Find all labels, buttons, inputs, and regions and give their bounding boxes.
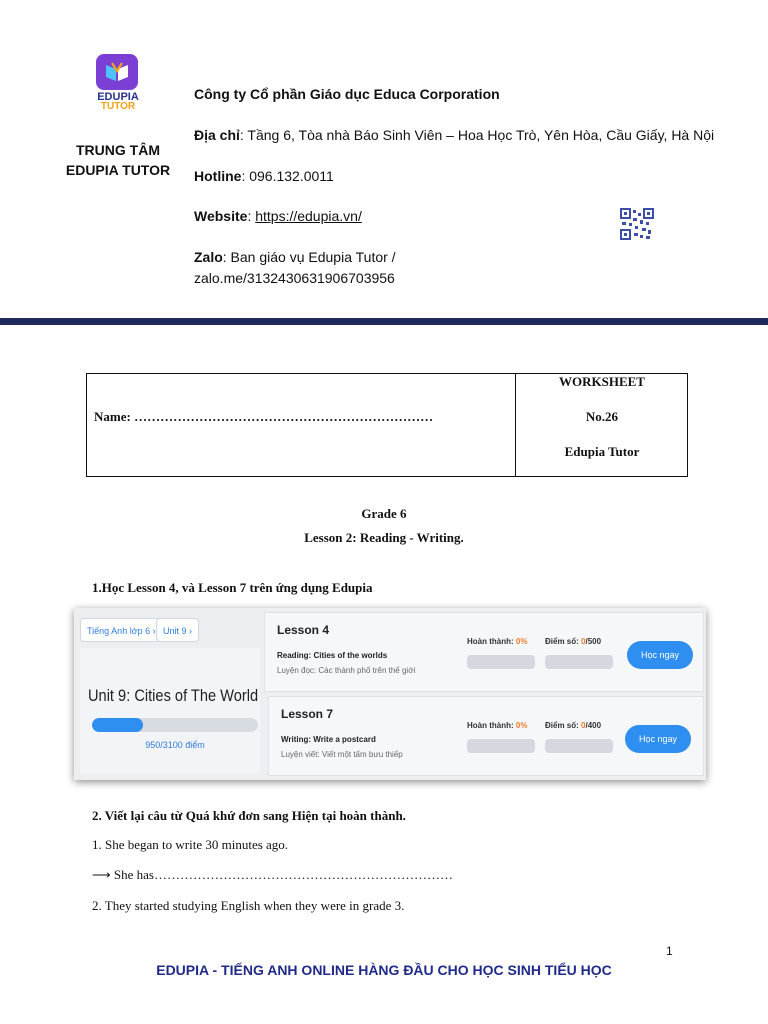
score-bar	[545, 739, 613, 753]
unit-score: 950/3100 điểm	[145, 740, 205, 750]
lesson-subtitle: Writing: Write a postcard	[281, 735, 376, 744]
exercise-sentence-1: 1. She began to write 30 minutes ago.	[92, 837, 289, 852]
book-icon	[104, 61, 130, 83]
unit-progress-fill	[92, 718, 143, 732]
qr-code-icon	[620, 208, 654, 240]
lesson-description: Luyện đọc: Các thành phố trên thế giới	[277, 666, 416, 675]
lesson-description: Luyện viết: Viết một tấm bưu thiếp	[281, 750, 403, 759]
edupia-logo-icon	[96, 54, 138, 90]
question-1: 1.Học Lesson 4, và Lesson 7 trên ứng dụng Edupia	[92, 580, 373, 595]
company-name: Công ty Cổ phần Giáo dục Educa Corporation	[194, 86, 500, 102]
unit-progress-bar	[92, 718, 258, 732]
footer-slogan: EDUPIA - TIẾNG ANH ONLINE HÀNG ĐẦU CHO HỌC SINH TIỂU HỌC	[156, 962, 612, 978]
logo-line2: TUTOR	[100, 101, 136, 112]
question-2: 2. Viết lại câu từ Quá khứ đơn sang Hiện tại hoàn thành.	[92, 808, 406, 823]
center-name-line2: EDUPIA TUTOR	[65, 162, 171, 178]
score-stat: Điểm số: 0/500	[545, 637, 602, 646]
logo-text	[84, 92, 152, 112]
lesson-card	[268, 696, 704, 776]
zalo-link: zalo.me/3132430631906703956	[194, 270, 395, 286]
app-screenshot	[74, 608, 706, 780]
completion-stat: Hoàn thành: 0%	[467, 637, 528, 646]
hotline-line: Hotline: 096.132.0011	[194, 168, 334, 184]
completion-stat: Hoàn thành: 0%	[467, 721, 528, 730]
breadcrumb-grade[interactable]: Tiếng Anh lớp 6 ›	[80, 618, 163, 642]
completion-bar	[467, 739, 535, 753]
website-link[interactable]: https://edupia.vn/	[255, 208, 362, 224]
lesson-name: Lesson 4	[277, 623, 330, 637]
zalo-line: Zalo: Ban giáo vụ Edupia Tutor /	[194, 249, 396, 265]
unit-panel	[80, 648, 260, 774]
lesson-subtitle: Reading: Cities of the worlds	[277, 651, 388, 660]
student-name-field: Name: ……………………………………………………………	[94, 409, 434, 424]
address-line: Địa chỉ: Tầng 6, Tòa nhà Báo Sinh Viên – Hoa Học Trò, Yên Hòa, Cầu Giấy, Hà Nội	[194, 127, 715, 143]
website-line: Website: https://edupia.vn/	[194, 208, 362, 224]
center-name-line1: TRUNG TÂM	[76, 142, 160, 158]
score-bar	[545, 655, 613, 669]
score-stat: Điểm số: 0/400	[545, 721, 602, 730]
page-number: 1	[666, 944, 673, 958]
grade-title: Grade 6	[361, 506, 407, 521]
study-now-button[interactable]: Học ngay	[627, 641, 693, 669]
logo-line1: EDUPIA	[97, 91, 139, 103]
worksheet-brand: Edupia Tutor	[564, 444, 640, 459]
worksheet-title: WORKSHEET	[559, 374, 645, 389]
study-now-button[interactable]: Học ngay	[625, 725, 691, 753]
completion-bar	[467, 655, 535, 669]
unit-title: Unit 9: Cities of The World	[88, 686, 259, 705]
worksheet-number: No.26	[585, 409, 619, 424]
header-divider	[0, 318, 768, 325]
lesson-title: Lesson 2: Reading - Writing.	[304, 530, 464, 545]
exercise-sentence-2: 2. They started studying English when they were in grade 3.	[92, 898, 405, 913]
center-name	[56, 140, 180, 180]
lesson-name: Lesson 7	[281, 707, 334, 721]
breadcrumb-unit[interactable]: Unit 9 ›	[156, 618, 199, 642]
lesson-card	[264, 612, 704, 692]
exercise-answer-1: ⟶ She has……………………………………………………………	[92, 867, 453, 882]
